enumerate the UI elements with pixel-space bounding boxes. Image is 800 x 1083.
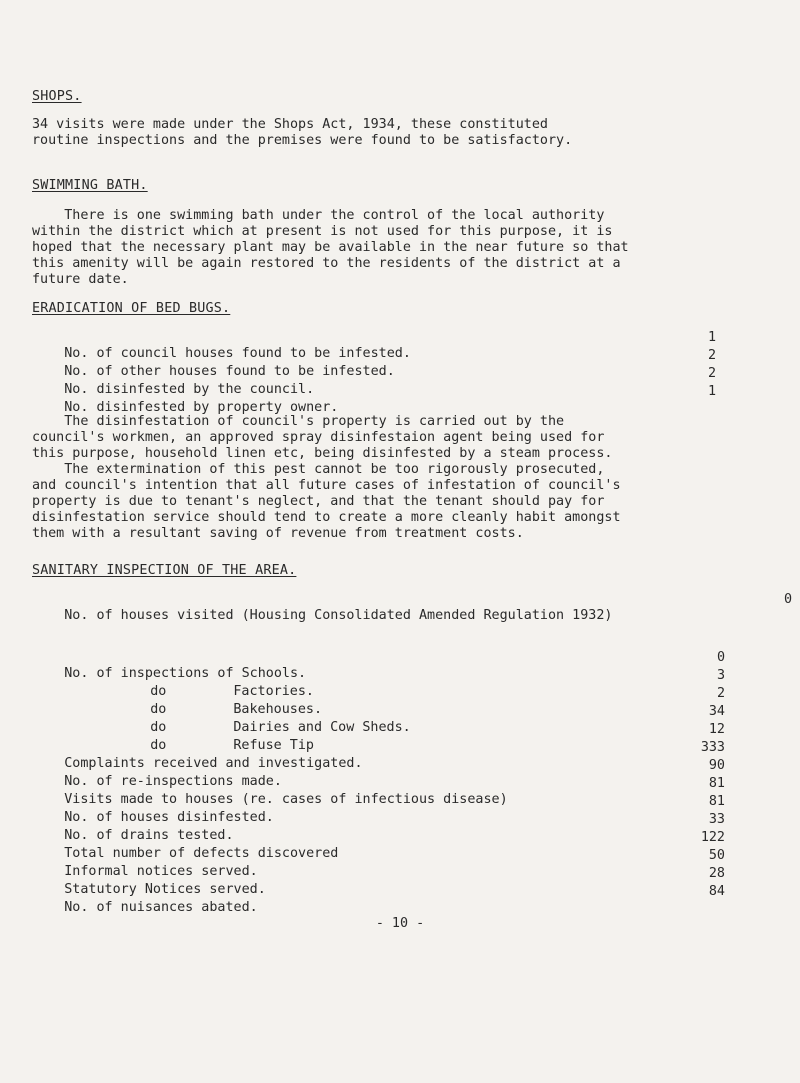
inspection-label: No. of nuisances abated. [64,900,258,915]
inspection-label: No. of re-inspections made. [64,774,282,789]
bedbugs-line: property is due to tenant's neglect, and that the tenant should pay for [32,494,605,509]
bedbugs-item-value: 2 [707,348,716,363]
inspection-label: Factories. [233,684,314,699]
inspection-prefix: No. of inspections of [64,666,234,681]
inspection-row [32,776,508,807]
swimming-line: hoped that the necessary plant may be available in the near future so that [32,240,629,255]
bedbugs-line: The extermination of this pest cannot be too rigorously prosecuted, [32,462,605,477]
inspection-row [32,812,234,843]
inspection-value: 333 [700,740,725,755]
swimming-line: future date. [32,272,129,287]
inspection-row [32,704,411,735]
bedbugs-item [32,366,315,397]
inspection-row [32,848,258,879]
inspection-value: 81 [708,776,725,791]
bedbugs-item-value: 1 [707,330,716,345]
inspection-value: 33 [708,812,725,827]
bedbugs-line: council's workmen, an approved spray disinfestaion agent being used for [32,430,605,445]
inspection-row [32,830,339,861]
inspection-row [32,650,307,681]
inspection-label: Schools. [241,666,307,681]
bedbugs-item-label: No. disinfested by the council. [64,382,315,397]
inspection-value: 122 [700,830,725,845]
bedbugs-line: The disinfestation of council's property is carried out by the [32,414,565,429]
bedbugs-item-value: 2 [707,366,716,381]
bedbugs-item-value: 1 [707,384,716,399]
inspection-value: 28 [708,866,725,881]
inspection-prefix: do [150,702,167,717]
shops-paragraph [32,117,772,149]
inspection-row [32,866,266,897]
inspection-label: Statutory Notices served. [64,882,266,897]
swimming-line: There is one swimming bath under the control of the local authority [32,208,605,223]
bedbugs-item [32,384,339,415]
shops-heading: SHOPS. [32,89,82,104]
inspection-label: No. of houses disinfested. [64,810,274,825]
houses-visited-label: No. of houses visited (Housing Consolidated Amended Regulation 1932) [64,608,613,623]
bedbugs-item-label: No. of other houses found to be infested. [64,364,395,379]
shops-line: 34 visits were made under the Shops Act, 1934, these constituted [32,117,548,132]
bedbugs-line: and council's intention that all future cases of infestation of council's [32,478,621,493]
inspection-value: 81 [708,794,725,809]
houses-visited-row [32,592,613,623]
bedbugs-item-label: No. disinfested by property owner. [64,400,339,415]
inspection-prefix: do [150,684,167,699]
inspection-label: Total number of defects discovered [64,846,339,861]
page-number: - 10 - [375,916,425,931]
inspection-row [32,722,314,753]
sanitary-heading: SANITARY INSPECTION OF THE AREA. [32,563,297,578]
inspection-row [32,758,282,789]
bedbugs-line: this purpose, household linen etc, being disinfested by a steam process. [32,446,613,461]
swimming-line: within the district which at present is not used for this purpose, it is [32,224,613,239]
inspection-row [32,884,258,915]
inspection-value: 84 [708,884,725,899]
inspection-value: 34 [708,704,725,719]
inspection-label: Visits made to houses (re. cases of infectious disease) [64,792,508,807]
inspection-row [32,740,363,771]
swimming-line: this amenity will be again restored to the residents of the district at a [32,256,621,271]
inspection-row [32,686,323,717]
bedbugs-paragraph [32,414,772,542]
swimming-paragraph [32,208,772,288]
bedbugs-line: them with a resultant saving of revenue from treatment costs. [32,526,524,541]
bedbugs-line: disinfestation service should tend to create a more cleanly habit amongst [32,510,621,525]
inspection-row [32,668,314,699]
inspection-label: Complaints received and investigated. [64,756,363,771]
inspection-value: 50 [708,848,725,863]
inspection-label: Dairies and Cow Sheds. [233,720,411,735]
shops-line: routine inspections and the premises were found to be satisfactory. [32,133,573,148]
houses-visited-value: 0 [783,592,792,607]
bedbugs-item [32,348,395,379]
inspection-value: 2 [716,686,725,701]
swimming-heading: SWIMMING BATH. [32,178,148,193]
inspection-value: 3 [716,668,725,683]
inspection-label: Refuse Tip [233,738,314,753]
inspection-label: No. of drains tested. [64,828,234,843]
bedbugs-item [32,330,411,361]
inspection-row [32,794,274,825]
inspection-label: Informal notices served. [64,864,258,879]
inspection-value: 0 [716,650,725,665]
inspection-prefix: do [150,720,167,735]
inspection-value: 90 [708,758,725,773]
bedbugs-item-label: No. of council houses found to be infested. [64,346,411,361]
inspection-value: 12 [708,722,725,737]
bedbugs-heading: ERADICATION OF BED BUGS. [32,301,231,316]
inspection-prefix: do [150,738,167,753]
inspection-label: Bakehouses. [233,702,323,717]
